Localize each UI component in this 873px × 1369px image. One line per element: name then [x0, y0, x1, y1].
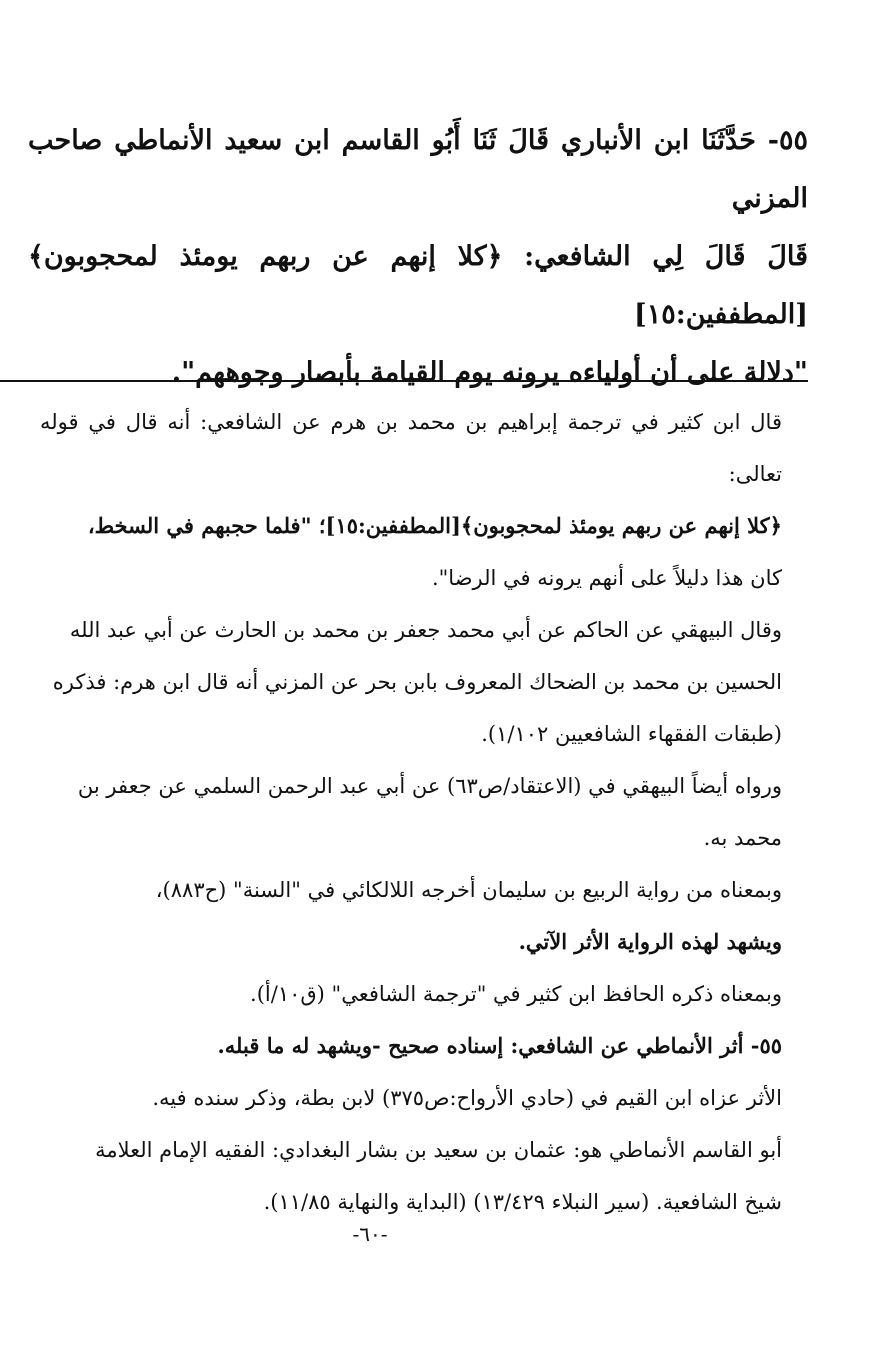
footnote-line: الحسين بن محمد بن الضحاك المعروف بابن بحر عن المزني أنه قال ابن هرم: فذكره [52, 670, 782, 694]
main-line-1: ٥٥- حَدَّثَنَا ابن الأنباري قَالَ ثَنَا أَبُو القاسم ابن سعيد الأنماطي صاحب المزني [28, 125, 808, 214]
footnotes [40, 396, 782, 1228]
page-number: -٦٠- [352, 1222, 388, 1246]
footnote-line: أبو القاسم الأنماطي هو: عثمان بن سعيد بن بشار البغدادي: الفقيه الإمام العلامة [95, 1138, 782, 1162]
footnote-line: محمد به. [703, 826, 782, 850]
footnote-line: ٥٥- أثر الأنماطي عن الشافعي: إسناده صحيح -ويشهد له ما قبله. [217, 1033, 782, 1058]
main-text [28, 112, 808, 402]
footnote-line: (طبقات الفقهاء الشافعيين ١/١٠٢). [481, 722, 782, 746]
footnote-divider [0, 380, 808, 382]
main-line-3: "دلالة على أن أولياءه يرونه يوم القيامة بأبصار وجوههم". [171, 357, 808, 388]
footnote-line: الأثر عزاه ابن القيم في (حادي الأرواح:ص٣٧٥) لابن بطة، وذكر سنده فيه. [152, 1086, 782, 1110]
footnote-line: ﴿كلا إنهم عن ربهم يومئذ لمحجوبون﴾[المطففين:١٥]؛ "فلما حجبهم في السخط، [87, 513, 782, 538]
footnote-line: قال ابن كثير في ترجمة إبراهيم بن محمد بن هرم عن الشافعي: أنه قال في قوله تعالى: [40, 410, 782, 486]
footnote-line: وقال البيهقي عن الحاكم عن أبي محمد جعفر بن محمد بن الحارث عن أبي عبد الله [69, 618, 782, 642]
main-line-2: قَالَ قَالَ لِي الشافعي: ﴿كلا إنهم عن ربهم يومئذ لمحجوبون﴾[المطففين:١٥] [28, 241, 808, 330]
footnote-line: وبمعناه ذكره الحافظ ابن كثير في "ترجمة الشافعي" (ق١٠/أ). [250, 982, 782, 1006]
footnote-line: شيخ الشافعية. (سير النبلاء ١٣/٤٢٩) (البداية والنهاية ١١/٨٥). [263, 1190, 782, 1214]
footnote-line: ورواه أيضاً البيهقي في (الاعتقاد/ص٦٣) عن أبي عبد الرحمن السلمي عن جعفر بن [77, 774, 782, 798]
footnote-line: وبمعناه من رواية الربيع بن سليمان أخرجه اللالكائي في "السنة" (ح٨٨٣)، [155, 878, 782, 902]
footnote-line: كان هذا دليلاً على أنهم يرونه في الرضا". [431, 566, 782, 590]
footnote-line: ويشهد لهذه الرواية الأثر الآتي. [518, 929, 782, 954]
